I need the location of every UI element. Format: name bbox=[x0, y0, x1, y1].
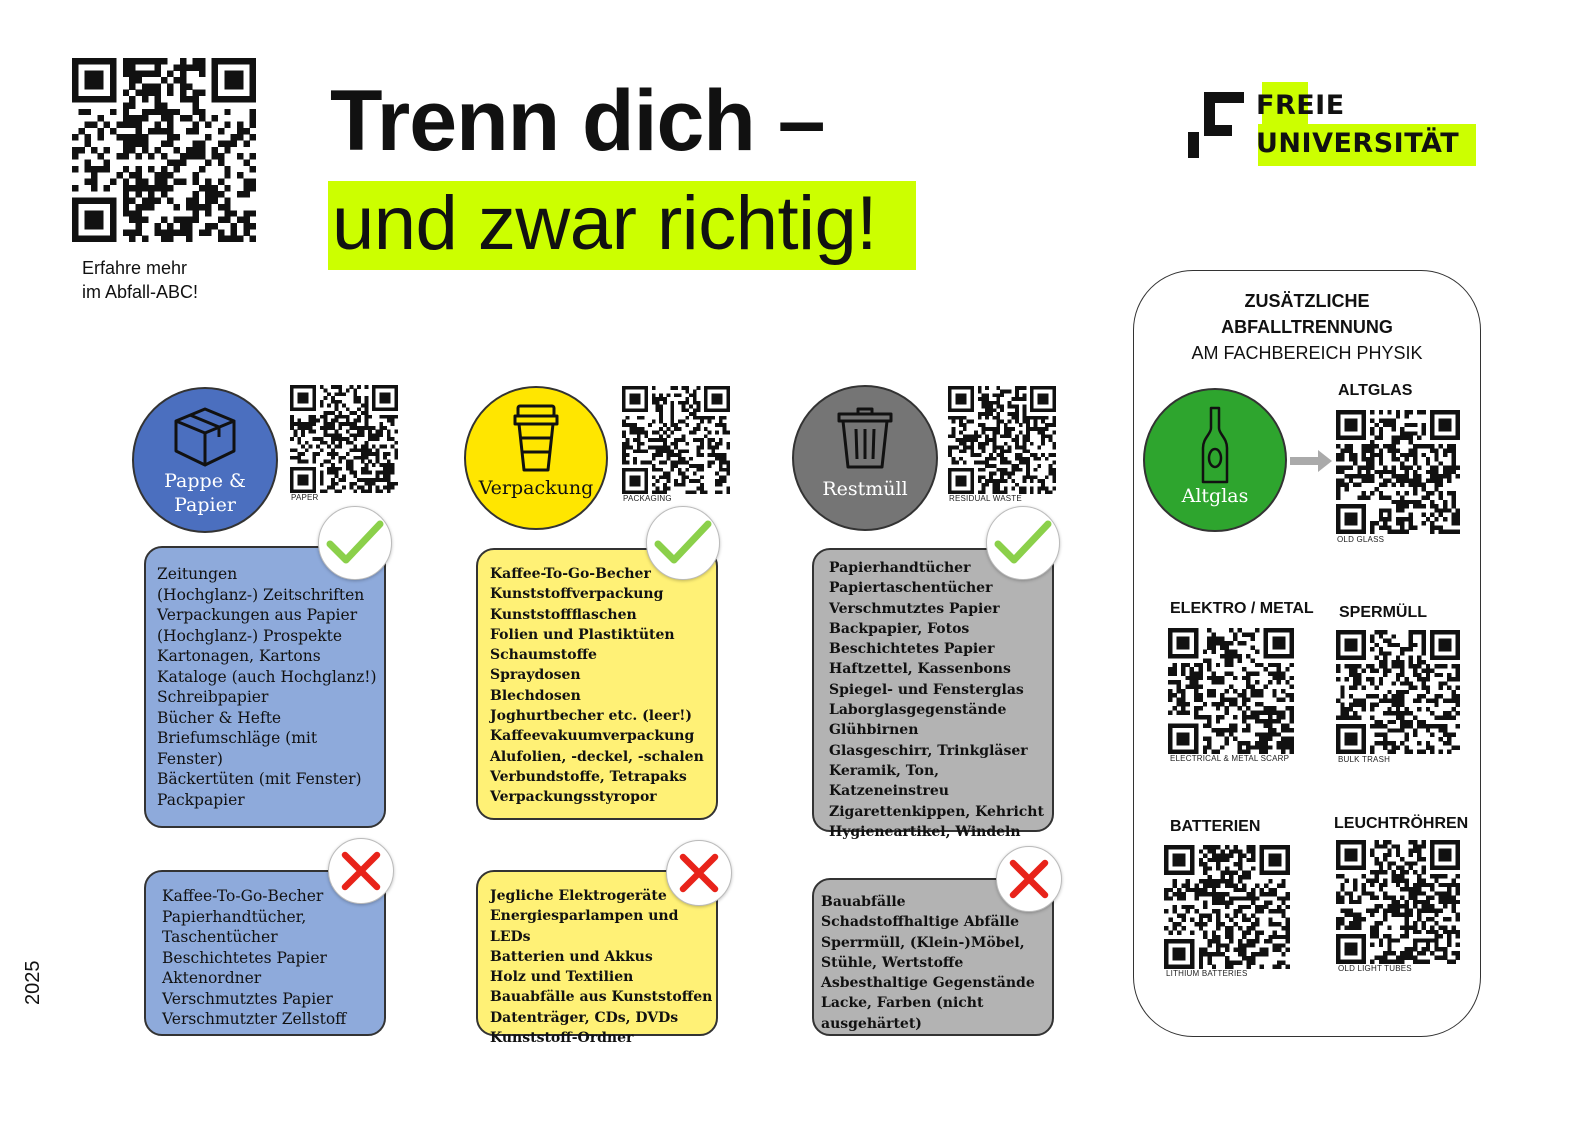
batteries-qr-code[interactable] bbox=[1164, 845, 1290, 969]
list-item: Blechdosen bbox=[490, 687, 581, 704]
panel-title-line-2: ABFALLTRENNUNG bbox=[1221, 317, 1393, 337]
residual-bin-circle bbox=[792, 385, 938, 531]
packaging-allowed-list bbox=[476, 548, 718, 820]
list-item: Kaffee-To-Go-Becher bbox=[162, 887, 324, 905]
page-title-line-2: und zwar richtig! bbox=[332, 181, 877, 266]
list-item: Kartonagen, Kartons bbox=[157, 647, 321, 665]
x-mark-icon bbox=[1008, 858, 1050, 900]
check-icon bbox=[654, 518, 712, 568]
page-title-line-1: Trenn dich – bbox=[330, 73, 825, 169]
bulk-heading: SPERMÜLL bbox=[1339, 604, 1427, 621]
panel-title bbox=[1140, 288, 1474, 366]
x-mark-icon bbox=[340, 850, 382, 892]
list-item: Folien und Plastiktüten bbox=[490, 626, 675, 643]
list-item: Kunststoffflaschen bbox=[490, 606, 637, 623]
list-item: (Hochglanz-) Prospekte bbox=[157, 626, 343, 645]
glass-bin-label: Altglas bbox=[1181, 485, 1249, 507]
list-item: Schadstoffhaltige Abfälle bbox=[821, 914, 1020, 931]
list-item: Hygieneartikel, Windeln bbox=[829, 823, 1021, 840]
list-item: Holz und Textilien bbox=[490, 969, 634, 986]
list-item: Verbundstoffe, Tetrapaks bbox=[490, 768, 687, 785]
paper-qr-caption: PAPER bbox=[291, 493, 319, 502]
residual-qr-code[interactable] bbox=[948, 386, 1056, 494]
bulk-qr-code[interactable] bbox=[1336, 630, 1460, 754]
packaging-allowed-check-badge bbox=[646, 506, 720, 580]
glass-heading: ALTGLAS bbox=[1338, 382, 1413, 399]
list-item: Kaffee-To-Go-Becher bbox=[490, 566, 651, 582]
list-item: Taschentücher bbox=[162, 928, 278, 946]
batteries-qr-caption: LITHIUM BATTERIES bbox=[1166, 969, 1248, 978]
check-icon bbox=[326, 518, 384, 568]
panel-title-line-3: AM FACHBEREICH PHYSIK bbox=[1191, 343, 1423, 363]
packaging-qr-caption: PACKAGING bbox=[623, 494, 672, 503]
list-item: Bücher & Hefte bbox=[157, 708, 282, 727]
list-item: Kataloge (auch Hochglanz!) bbox=[157, 667, 377, 686]
list-item: Asbesthaltige Gegenstände bbox=[821, 975, 1035, 992]
learn-more-line-2: im Abfall-ABC! bbox=[82, 282, 199, 302]
list-item: Spiegel- und Fensterglas bbox=[829, 681, 1024, 698]
list-item: Glühbirnen bbox=[829, 722, 919, 739]
list-item: Briefumschläge (mit Fenster) bbox=[157, 729, 318, 768]
list-item: Schreibpapier bbox=[157, 688, 269, 706]
packaging-bin-label: Verpackung bbox=[478, 477, 594, 499]
tubes-qr-caption: OLD LIGHT TUBES bbox=[1338, 964, 1412, 973]
paper-allowed-list bbox=[144, 546, 386, 828]
batteries-heading: BATTERIEN bbox=[1170, 818, 1261, 835]
bulk-qr-caption: BULK TRASH bbox=[1338, 755, 1391, 764]
residual-allowed-list bbox=[812, 548, 1054, 840]
list-item: Sperrmüll, (Klein-)Möbel, bbox=[821, 934, 1025, 951]
trash-can-icon bbox=[836, 405, 894, 471]
cup-icon bbox=[510, 404, 562, 474]
list-item: Verschmutzter Zellstoff bbox=[162, 1010, 347, 1028]
list-item: Spraydosen bbox=[490, 667, 581, 684]
logo-text-line-2: UNIVERSITÄT bbox=[1256, 128, 1460, 159]
list-item: (Hochglanz-) Zeitschriften bbox=[157, 585, 365, 604]
list-item: Schaumstoffe bbox=[490, 647, 597, 664]
paper-allowed-check-badge bbox=[318, 506, 392, 580]
list-item: Alufolien, -deckel, -schalen bbox=[490, 748, 704, 765]
list-item: Bauabfälle aus Kunststoffen bbox=[490, 989, 713, 1006]
arrow-right-icon bbox=[1290, 450, 1332, 472]
list-item: Haftzettel, Kassenbons bbox=[829, 661, 1011, 678]
list-item: Packpapier bbox=[157, 790, 245, 809]
fu-logo-mark-icon bbox=[1188, 92, 1244, 158]
logo-text-line-1: FREIE bbox=[1256, 90, 1345, 121]
list-item: Batterien und Akkus bbox=[490, 948, 653, 965]
list-item: Laborglasgegenstände bbox=[829, 702, 1007, 719]
paper-forbidden-x-badge bbox=[328, 838, 394, 904]
list-item: Zeitungen bbox=[157, 565, 238, 583]
list-item: Verschmutztes Papier bbox=[829, 600, 1000, 617]
packaging-bin-circle bbox=[464, 386, 608, 530]
x-mark-icon bbox=[678, 852, 720, 894]
list-item: Aktenordner bbox=[162, 969, 262, 987]
paper-bin-circle bbox=[132, 387, 278, 533]
packaging-qr-code[interactable] bbox=[622, 386, 730, 494]
tubes-heading: LEUCHTRÖHREN bbox=[1334, 815, 1469, 832]
list-item: Papierhandtücher, bbox=[162, 907, 307, 926]
residual-allowed-check-badge bbox=[986, 506, 1060, 580]
check-icon bbox=[994, 518, 1052, 568]
list-item: Papiertaschentücher bbox=[829, 580, 993, 597]
electro-qr-code[interactable] bbox=[1168, 628, 1294, 754]
list-item: Stühle, Wertstoffe bbox=[821, 954, 964, 971]
list-item: Kunststoffverpackung bbox=[490, 586, 664, 603]
list-item: Verpackungsstyropor bbox=[490, 789, 657, 806]
electro-heading: ELEKTRO / METAL bbox=[1170, 600, 1314, 617]
paper-bin-label-1: Pappe & bbox=[164, 470, 246, 492]
list-item: Verschmutztes Papier bbox=[162, 989, 333, 1008]
residual-bin-label: Restmüll bbox=[822, 478, 908, 500]
bottle-icon bbox=[1201, 406, 1229, 486]
paper-bin-label-2: Papier bbox=[174, 494, 236, 516]
list-item: Bauabfälle bbox=[821, 894, 906, 910]
paper-qr-code[interactable] bbox=[290, 385, 398, 493]
list-item: Verpackungen aus Papier bbox=[157, 606, 358, 624]
list-item: Energiesparlampen und LEDs bbox=[490, 908, 679, 945]
list-item: Keramik, Ton, Katzeneinstreu bbox=[829, 762, 949, 800]
year-label: 2025 bbox=[22, 960, 44, 1005]
residual-forbidden-x-badge bbox=[996, 846, 1062, 912]
residual-qr-caption: RESIDUAL WASTE bbox=[949, 494, 1022, 503]
abfall-abc-qr-code[interactable] bbox=[72, 58, 256, 242]
list-item: Papierhandtücher bbox=[829, 560, 971, 576]
list-item: Kunststoff-Ordner bbox=[490, 1030, 634, 1047]
list-item: Joghurtbecher etc. (leer!) bbox=[490, 708, 693, 725]
list-item: Beschichtetes Papier bbox=[829, 641, 995, 658]
learn-more-text bbox=[82, 256, 198, 304]
glass-bin-circle bbox=[1143, 388, 1287, 532]
list-item: Jegliche Elektrogeräte bbox=[490, 888, 667, 904]
list-item: Kaffeevakuumverpackung bbox=[490, 728, 695, 745]
learn-more-line-1: Erfahre mehr bbox=[82, 258, 188, 278]
packaging-forbidden-x-badge bbox=[666, 840, 732, 906]
panel-title-line-1: ZUSÄTZLICHE bbox=[1244, 291, 1370, 311]
glass-qr-code[interactable] bbox=[1336, 410, 1460, 534]
list-item: Datenträger, CDs, DVDs bbox=[490, 1009, 679, 1026]
box-icon bbox=[170, 401, 240, 471]
list-item: Zigarettenkippen, Kehricht bbox=[829, 803, 1044, 820]
electro-qr-caption: ELECTRICAL & METAL SCARP bbox=[1170, 754, 1290, 763]
list-item: Backpapier, Fotos bbox=[829, 620, 970, 637]
list-item: Lacke, Farben (nicht ausgehärtet) bbox=[821, 995, 984, 1032]
list-item: Beschichtetes Papier bbox=[162, 948, 327, 967]
list-item: Bäckertüten (mit Fenster) bbox=[157, 770, 362, 788]
glass-qr-caption: OLD GLASS bbox=[1337, 535, 1385, 544]
tubes-qr-code[interactable] bbox=[1336, 840, 1460, 964]
list-item: Glasgeschirr, Trinkgläser bbox=[829, 742, 1028, 759]
